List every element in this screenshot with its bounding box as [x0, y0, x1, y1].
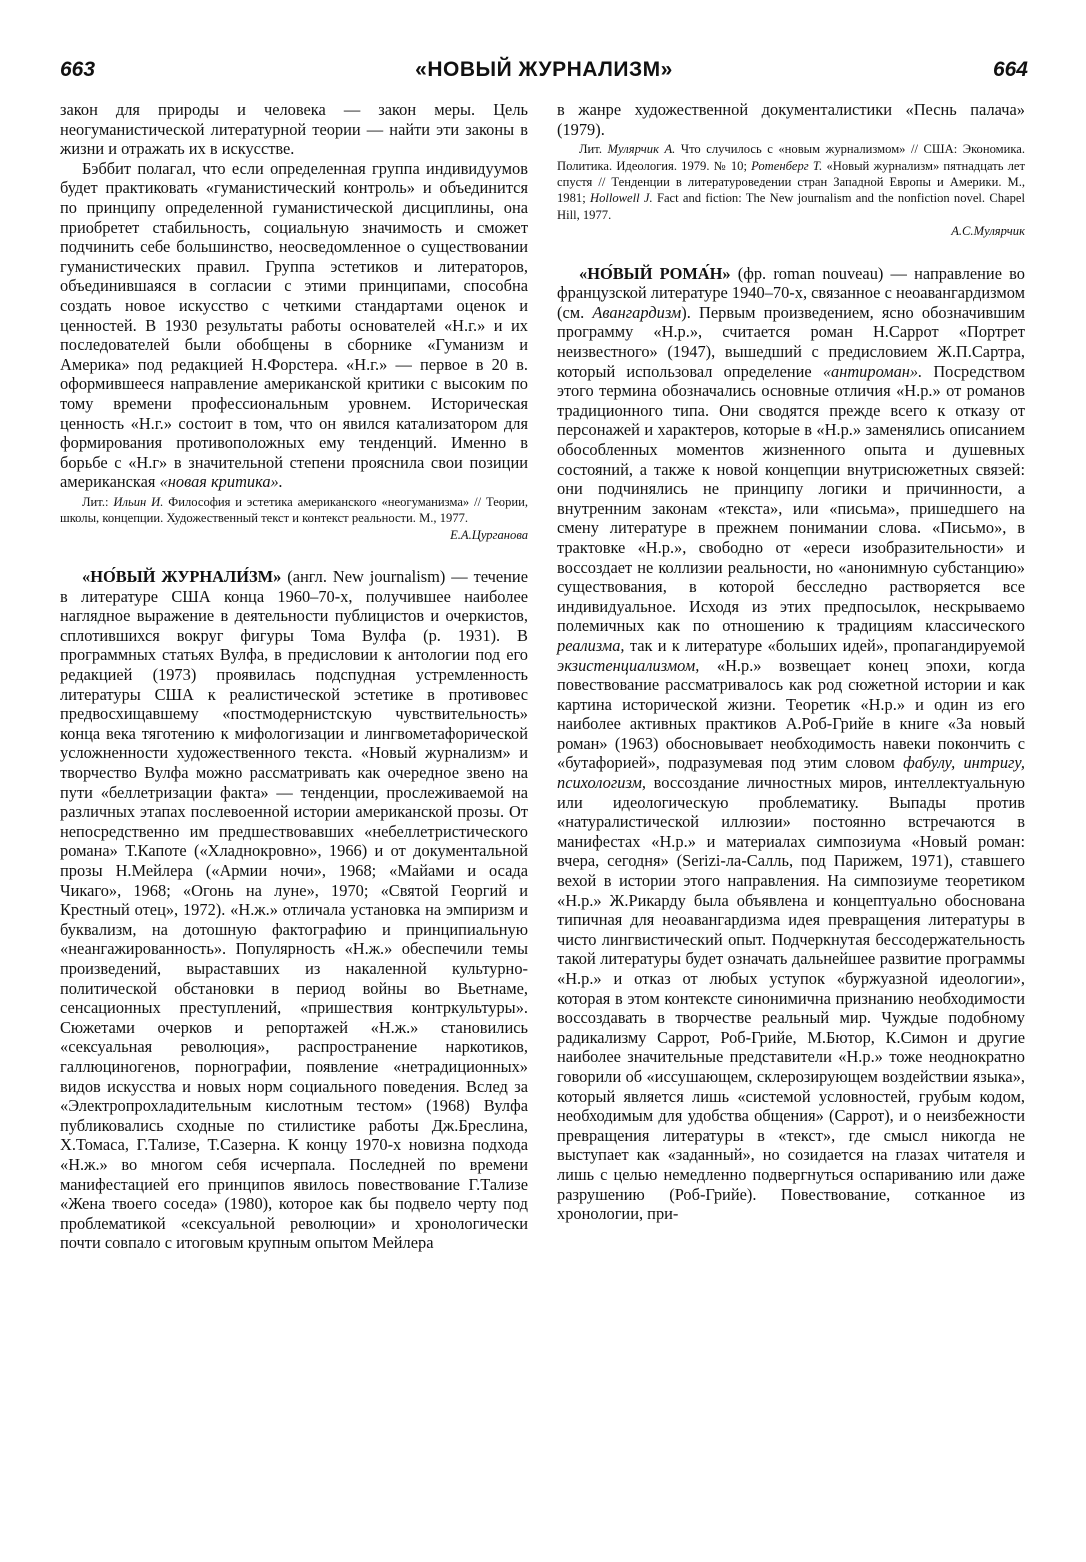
bibliography-label: Лит.: — [82, 494, 109, 509]
bibliography-author: Ротенберг Т. — [751, 158, 823, 173]
entry-headword: «НО́ВЫЙ РОМА́Н» — [579, 263, 731, 283]
encyclopedia-entry — [557, 264, 1025, 1224]
encyclopedia-entry — [60, 567, 528, 1253]
bibliography — [557, 141, 1025, 239]
entry-text: «Н.р.» возвещает конец эпохи, когда повествование рассматривалось как род сюжетной истории и как картина исторической жизни. Теоретик «Н.р.» и один из его наиболее активных практиков А.Роб-Грийе в книге «За новый роман» (1963) обосновывает необходимость навеки покончить с «бутафорией», подразумевая под этим словом — [557, 655, 1025, 773]
cross-reference: «новая критика». — [159, 472, 283, 492]
cross-reference: «антироман». — [822, 361, 923, 381]
cross-reference: Авангардизм — [592, 302, 682, 322]
page-header — [60, 58, 1028, 92]
bibliography-text: Fact and fiction: The New journalism and the nonfiction novel. Chapel Hill, 1977. — [557, 191, 1026, 222]
paragraph — [60, 159, 528, 492]
paragraph: в жанре художественной документалистики «Песнь палача» (1979). — [557, 100, 1025, 139]
entry-text: воссоздание личностных миров, интеллектуальную или идеологическую проблематику. Выпады против «натуралистической иллюзии» постоянно встречаются в манифестах «Н.р.» и материалах симпозиума «Новый роман: вчера, сегодня» (Serizi-ла-Салль, под Парижем, 1971), ставшего вехой в истории этого направления. На симпозиуме теоретиком «Н.р.» Ж.Рикарду была объявлена и концептуально обоснована типичная для неоавангардизма идея превращения литературы в чисто лингвистический опыт. Подчеркнутая бессодержательность такой литературы будет означать дальнейшее развитие программы «Н.р.» и отказ от любых уступок «буржуазной идеологии», которая в этом контексте синонимична признанию необходимости воссоздавать в творчестве реальный мир. Чуждые подобному радикализму Саррот, Роб-Грийе, М.Бютор, К.Симон и другие наиболее значительные представители «Н.р.» тоже неоднократно говорили об «иссушающем, склерозирующем воздействии языка», который является лишь «системой условностей, грубым кодом, необходимым для удобства общения» (Саррот), и о неизбежности превращения литературы в «текст», где смысл никогда не выступает как «заданный», но созидается на глазах читателя и лишь с целью немедленно подвергнуться оспариванию или даже разрушению (Роб-Грийе). Повествование, сотканное из хронологии, при- — [557, 773, 1025, 1224]
bibliography-author: Мулярчик А. — [607, 142, 676, 157]
page-number-left: 663 — [60, 58, 96, 81]
entry-text: Посредством этого термина обозначались основные отличия «Н.р.» от романов традиционного типа. Они сводятся прежде всего к отказу от персонажей и характеров, которые в «Н.р.» заменялись описанием обособленных моментов жизненного опыта и душевных состояний, а также к новой концепции внутрисюжетных связей: они подчинялись не принципу логики и причинности, а внутренним законам «текста», или «письма», пришедшего на смену литературе в прежнем понимании слова. «Письмо», в трактовке «Н.р.», свободно от «ереси изобразительности» и воссоздает не коллизии реальности, но «анонимную субстанцию» существования, в которой бесследно растворяется все индивидуальное. Исходя из этих предпосылок, нескрываемо полемичных как по отношению к традициям классического — [557, 361, 1025, 636]
bibliography-text: Что случилось с «новым журнализмом» // США: Экономика. Политика. Идеология. 1979. № 10; — [557, 142, 1026, 173]
bibliography-label: Лит. — [579, 142, 602, 157]
bibliography-author: Hollowell J. — [589, 191, 653, 206]
emphasis: фабулу, интригу, психологизм, — [557, 753, 1025, 793]
paragraph-text: Бэббит полагал, что если определенная группа индивидуумов будет практиковать «гуманистический контроль» и объединится по принципу определенной гуманистической дисциплины, она приобретет стабильность, социальную значимость и сможет подчинить себе большинство, неосведомленное о существовании гуманистических правил. Группа эстетиков и литераторов, объединившаяся в согласии с этими принципами, способна создать новое искусство с четкими стандартами оценок и ценностей. В 1930 результаты работы основателей «Н.г.» и их последователей были обобщены в сборнике «Гуманизм и Америка» под редакцией Н.Форстера. «Н.г.» — первое в 20 в. оформившееся направление американской критики с высоким по тому времени профессиональным уровнем. Историческая ценность «Н.г.» состоит в том, что он явился катализатором для формирования противоположных ему тенденций. Именно в борьбе с «Н.г» в значительной степени прояснила свои позиции американская — [60, 158, 528, 492]
cross-reference: экзистенциализмом, — [557, 655, 700, 675]
entry-text: (англ. New journalism) — течение в литературе США конца 1960–70-х, получившее наиболее наглядное выражение в деятельности публицистов и очеркистов, сплотившихся вокруг фигуры Тома Вулфа (р. 1931). В программных статьях Вулфа, в предисловии к антологии под его редакцией (1973) проявилась подспудная устремленность литературы США к реалистической эстетике в противовес предвосхищавшему «постмодернистскую чувствительность» конца века тяготению к мифологизации и лингвометафорической усложненности художественного текста. «Новый журнализм» и творчество Вулфа можно рассматривать как очередное звено на пути «беллетризации факта» — тенденции, прослеживаемой на различных этапах послевоенной истории американской прозы. От непосредственно им предшествовавших «небеллетристического романа» Т.Капоте («Хладнокровно», 1966) и от документальной прозы Н.Мейлера («Армии ночи», 1968; «Майами и осада Чикаго», 1968; «Огонь на луне», 1970; «Святой Георгий и Крестный отец», 1972). «Н.ж.» отличала установка на эмпиризм и буквализм, на дотошную фактографию и принципиальную «неангажированность». Популярность «Н.ж.» обеспечили темы произведений, выраставших из накаленной культурно-политической обстановки в период войны во Вьетнаме, сенсационных преступлений, «пришествия контркультуры». Сюжетами очерков и репортажей «Н.ж.» становились «сексуальная революция», распространение наркотиков, галлюциногенов, порнографии, появление «нетрадиционных» видов искусства и новых норм социального поведения. Вслед за «Электропрохладительным кислотным тестом» (1968) Вулфа публиковались сходные по стилистике работы Дж.Бреслина, Х.Томаса, Г.Тализе, Т.Сазерна. К концу 1970-х новизна подхода «Н.ж.» во многом себя исчерпала. Последней по времени манифестацией его принципов явилось повествование Г.Тализе «Жена твоего соседа» (1980), которое как бы подвело черту под проблематикой «сексуальной революции» и хронологически почти совпало с итоговым крупным опытом Мейлера — [60, 567, 528, 1253]
entry-headword: «НО́ВЫЙ ЖУРНАЛИ́ЗМ» — [82, 567, 282, 587]
cross-reference: реализма, — [557, 635, 625, 655]
entry-text: ). Первым произведением, ясно обозначившим программу «Н.р.», считается роман Н.Саррот «Портрет неизвестного» (1947), вышедший с предисловием Ж.П.Сартра, который использовал определение — [557, 302, 1025, 381]
entry-signature: А.С.Мулярчик — [951, 224, 1025, 239]
running-title: «НОВЫЙ ЖУРНАЛИЗМ» — [415, 58, 673, 81]
bibliography-text: Философия и эстетика американского «неогуманизма» // Теории, школы, концепции. Художественный текст и контекст реальности. М., 1977. — [60, 494, 528, 526]
entry-signature: Е.А.Цурганова — [450, 527, 528, 542]
bibliography-text: «Новый журнализм» пятнадцать лет спустя // Тенденции в литературоведении стран Западной Европы и Америки. М., 1981; — [557, 158, 1025, 206]
right-column — [557, 100, 1025, 1224]
paragraph: закон для природы и человека — закон меры. Цель неогуманистической литературной теории — найти эти законы в жизни и отражать их в искусстве. — [60, 100, 528, 159]
page-number-right: 664 — [992, 58, 1028, 81]
entry-text: так и к литературе «больших идей», пропагандируемой — [629, 635, 1025, 655]
entry-text: (фр. roman nouveau) — направление во французской литературе 1940–70-х, связанное с неоавангардизмом (см. — [557, 263, 1025, 322]
left-column — [60, 100, 528, 1253]
bibliography-author: Ильин И. — [113, 494, 164, 509]
bibliography — [60, 494, 528, 543]
